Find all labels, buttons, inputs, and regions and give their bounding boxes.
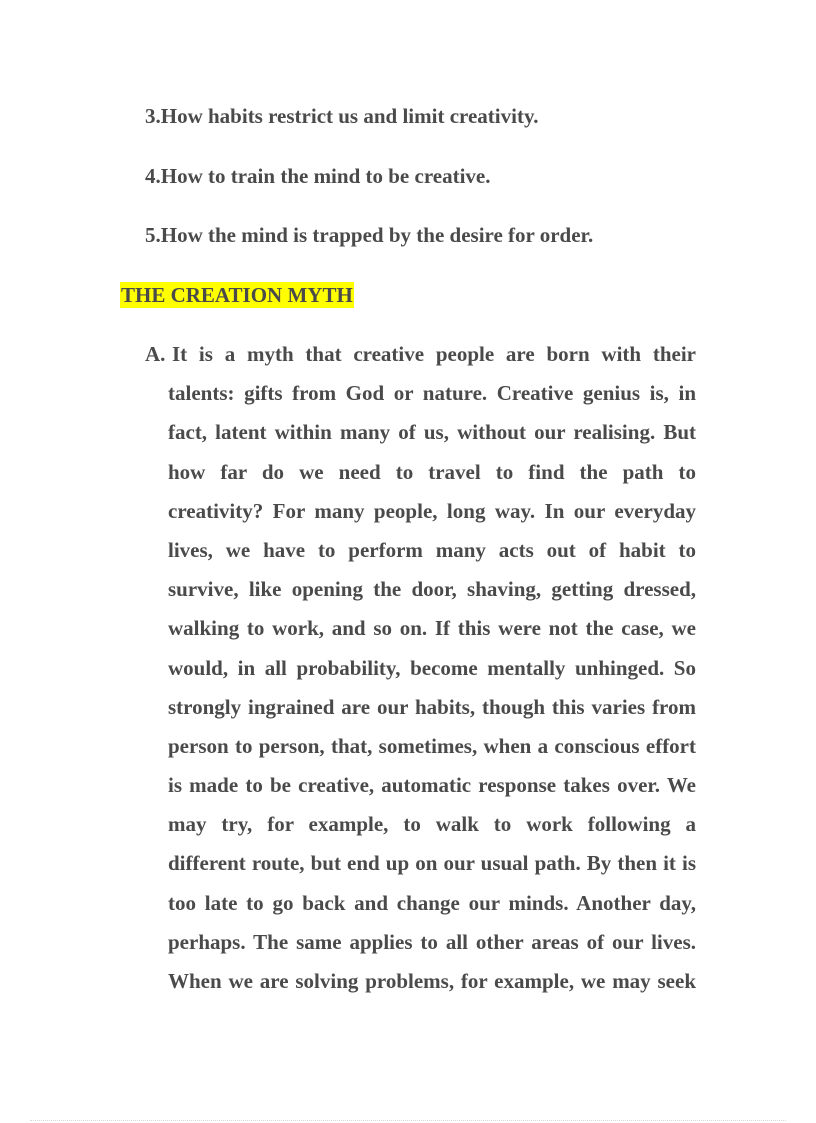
- paragraph-line: lives, we have to perform many acts out of habit to: [168, 537, 696, 562]
- list-item: [145, 222, 593, 248]
- paragraph-line: may try, for example, to walk to work following a: [168, 812, 696, 837]
- list-item: [145, 103, 539, 129]
- list-item: [145, 163, 490, 189]
- paragraph-marker: A.: [145, 342, 166, 366]
- list-item-number: 3.: [145, 104, 161, 128]
- paragraph-line: strongly ingrained are our habits, though this varies from: [168, 694, 696, 719]
- list-item-text: How to train the mind to be creative.: [160, 164, 491, 188]
- list-item-text: How the mind is trapped by the desire for order.: [160, 223, 594, 247]
- list-item-number: 5.: [145, 223, 161, 247]
- paragraph-line: When we are solving problems, for example, we may seek: [168, 969, 696, 993]
- paragraph-line: fact, latent within many of us, without our realising. But: [168, 420, 696, 445]
- paragraph-line: would, in all probability, become mentally unhinged. So: [168, 655, 696, 680]
- paragraph-line: how far do we need to travel to find the path to: [168, 459, 696, 484]
- paragraph-line: It is a myth that creative people are born with their: [172, 342, 696, 366]
- paragraph-body: [168, 341, 696, 1007]
- paragraph-line: creativity? For many people, long way. In our everyday: [168, 498, 696, 523]
- list-item-number: 4.: [145, 164, 161, 188]
- page-bottom-divider: [30, 1120, 786, 1121]
- paragraph-line: survive, like opening the door, shaving, getting dressed,: [168, 577, 696, 602]
- section-heading: THE CREATION MYTH: [121, 283, 353, 307]
- paragraph-line: different route, but end up on our usual path. By then it is: [168, 851, 696, 876]
- paragraph-line: person to person, that, sometimes, when a conscious effort: [168, 733, 696, 758]
- paragraph-line: is made to be creative, automatic response takes over. We: [168, 773, 696, 798]
- paragraph-line: talents: gifts from God or nature. Creative genius is, in: [168, 381, 696, 406]
- paragraph-line: perhaps. The same applies to all other areas of our lives.: [168, 929, 696, 954]
- list-item-text: How habits restrict us and limit creativity.: [160, 104, 539, 128]
- paragraph-line: walking to work, and so on. If this were not the case, we: [168, 616, 696, 641]
- paragraph-line: too late to go back and change our minds. Another day,: [168, 890, 696, 915]
